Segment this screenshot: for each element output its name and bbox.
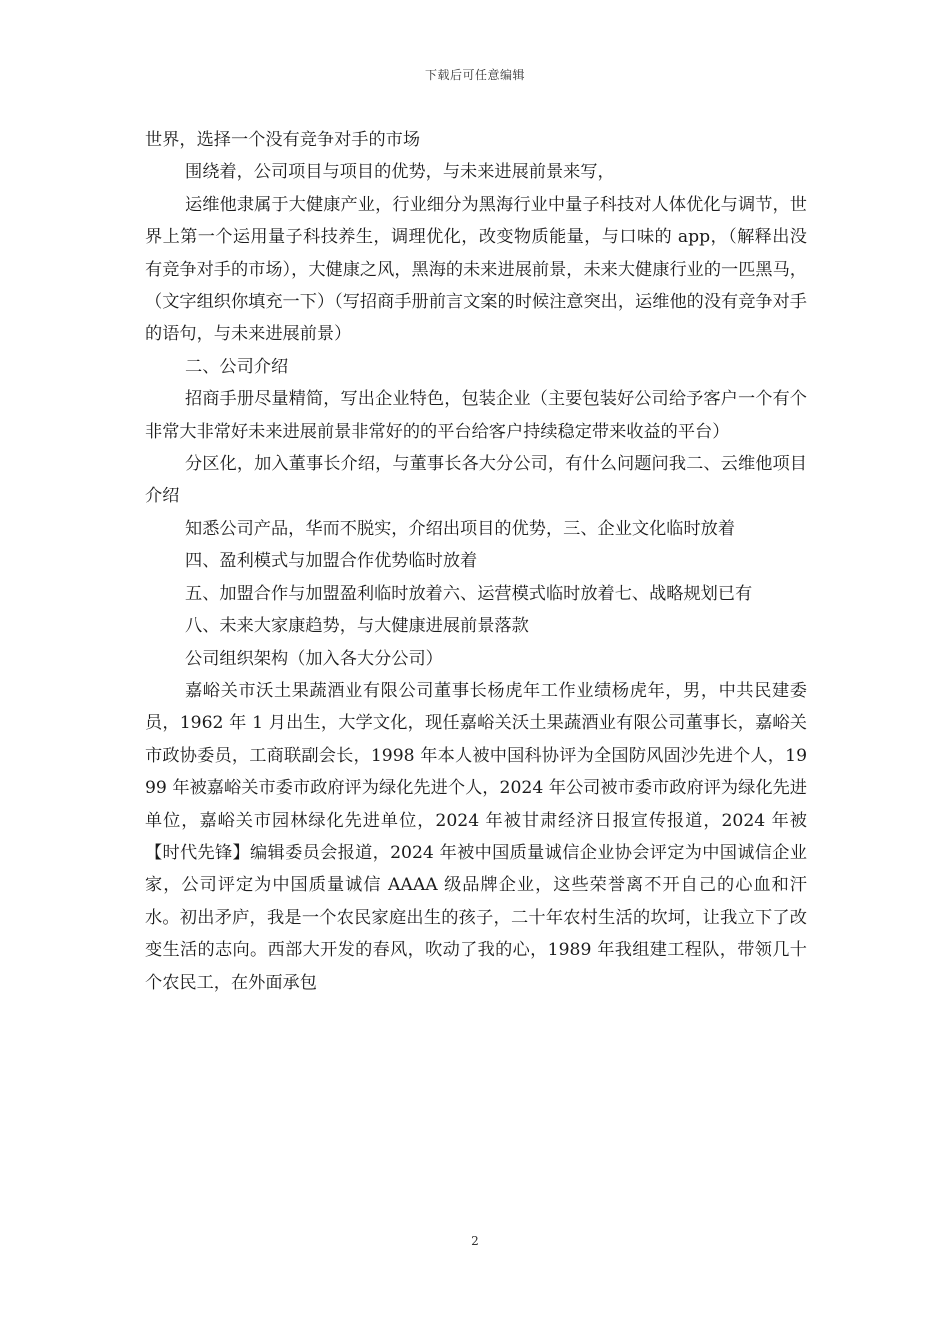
paragraph: 五、加盟合作与加盟盈利临时放着六、运营模式临时放着七、战略规划已有	[185, 583, 753, 604]
paragraph: 运维他隶属于大健康产业，行业细分为黑海行业中量子科技对人体优化与调节，世界上第一个运用量子科技养生，调理优化，改变物质能量，与口味的 app，（解释出没有竞争对手的市场），大健康之风，黑海的未来进展前景，未来大健康行业的一匹黑马，（文字组织你填充一下）（写招商手册前言文案的时候注意突出，运维他的没有竞争对手的语句，与未来进展前景）	[145, 194, 807, 345]
paragraph: 世界，选择一个没有竞争对手的市场	[145, 130, 421, 150]
document-body	[145, 124, 807, 999]
paragraph: 公司组织架构（加入各大分公司）	[185, 648, 443, 669]
paragraph: 围绕着，公司项目与项目的优势，与未来进展前景来写，	[185, 162, 615, 183]
header-note: 下载后可任意编辑	[424, 68, 525, 82]
paragraph: 四、盈利模式与加盟合作优势临时放着	[185, 551, 478, 572]
paragraph: 八、未来大家康趋势，与大健康进展前景落款	[185, 616, 529, 637]
paragraph: 分区化，加入董事长介绍，与董事长各大分公司，有什么问题问我二、云维他项目介绍	[145, 454, 807, 507]
paragraph: 知悉公司产品，华而不脱实，介绍出项目的优势，三、企业文化临时放着	[185, 518, 736, 539]
paragraph: 招商手册尽量精简，写出企业特色，包装企业（主要包装好公司给予客户一个有个非常大非常好未来进展前景非常好的的平台给客户持续稳定带来收益的平台）	[145, 389, 807, 442]
page-number: 2	[471, 1234, 479, 1248]
paragraph: 嘉峪关市沃土果蔬酒业有限公司董事长杨虎年工作业绩杨虎年，男，中共民建委员，1962 年 1 月出生，大学文化，现任嘉峪关沃土果蔬酒业有限公司董事长，嘉峪关市政协委员，工商联副会长，1998 年本人被中国科协评为全国防风固沙先进个人，1999 年被嘉峪关市委市政府评为绿化先进个人，2024 年公司被市委市政府评为绿化先进单位，嘉峪关市园林绿化先进单位，2024 年被甘肃经济日报宣传报道，2024 年被【时代先锋】编辑委员会报道，2024 年被中国质量诚信企业协会评定为中国诚信企业家，公司评定为中国质量诚信 AAAA 级品牌企业，这些荣誉离不开自己的心血和汗水。初出矛庐，我是一个农民家庭出生的孩子，二十年农村生活的坎坷，让我立下了改变生活的志向。西部大开发的春风，吹动了我的心，1989 年我组建工程队，带领几十个农民工，在外面承包	[145, 680, 807, 993]
section-heading: 二、公司介绍	[185, 356, 289, 377]
